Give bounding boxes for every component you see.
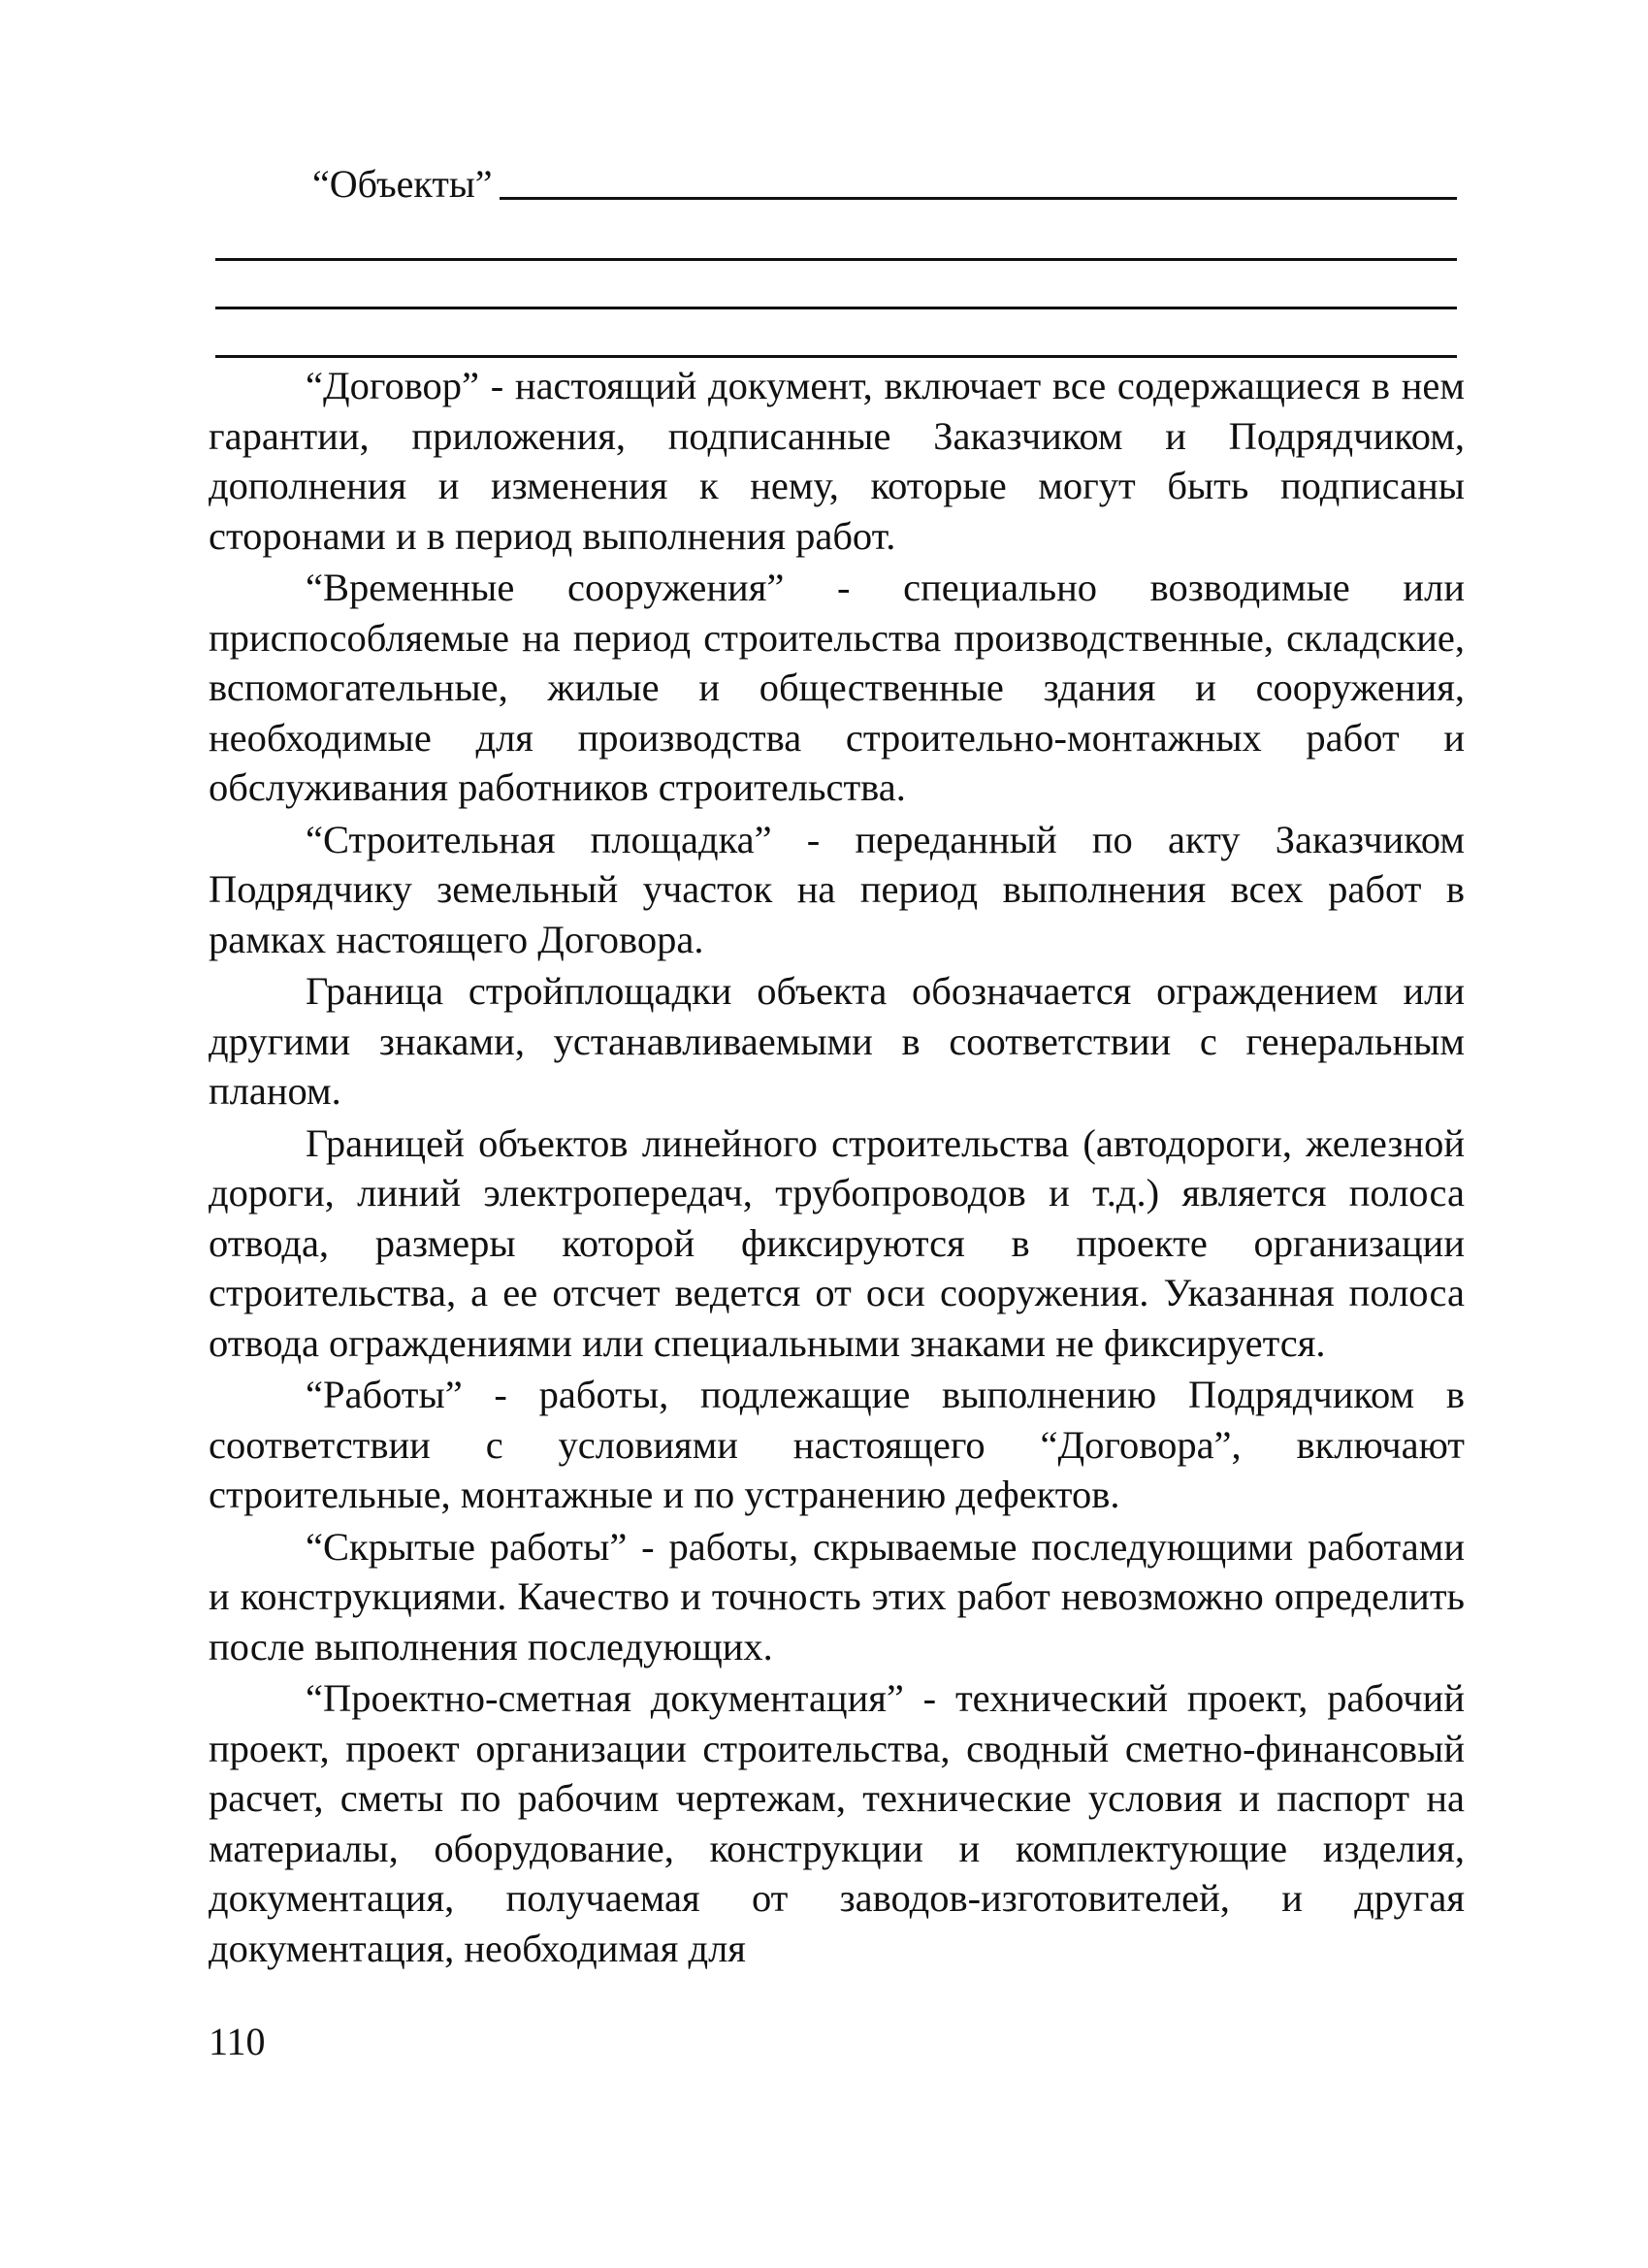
body-text [209, 361, 1465, 1975]
paragraph-temporary-structures: “Временные сооружения” - специально возводимые или приспособляемые на период строительства производственные, складские, вспомогательные, жилые и общественные здания и сооружения, необходимые для производства строительно-монтажных работ и обслуживания работников строительства. [209, 566, 1465, 809]
paragraph-linear-objects-boundary: Границей объектов линейного строительства (автодороги, железной дороги, линий электропередач, трубопроводов и т.д.) является полоса отвода, размеры которой фиксируются в проекте организации строительства, а ее отсчет ведется от оси сооружения. Указанная полоса отвода ограждениями или специальными знаками не фиксируется. [209, 1120, 1465, 1365]
objects-blank-underline [500, 197, 1457, 200]
paragraph-hidden-works: “Скрытые работы” - работы, скрываемые последующими работами и конструкциями. Качество и точность этих работ невозможно определить после выполнения последующих. [209, 1524, 1465, 1669]
blank-line-3 [215, 355, 1457, 358]
blank-line-1 [215, 258, 1457, 261]
paragraph-works: “Работы” - работы, подлежащие выполнению Подрядчиком в соответствии с условиями настоящего “Договора”, включают строительные, монтажные и по устранению дефектов. [209, 1373, 1465, 1516]
paragraph-contract: “Договор” - настоящий документ, включает все содержащиеся в нем гарантии, приложения, подписанные Заказчиком и Подрядчиком, дополнения и изменения к нему, которые могут быть подписаны сторонами и в период выполнения работ. [209, 364, 1465, 558]
paragraph-construction-site: “Строительная площадка” - переданный по акту Заказчиком Подрядчику земельный участок на период выполнения всех работ в рамках настоящего Договора. [209, 817, 1465, 961]
page-number: 110 [209, 2020, 266, 2063]
objects-definition-line [312, 157, 1457, 211]
paragraph-design-documentation: “Проектно-сметная документация” - технический проект, рабочий проект, проект организации строительства, сводный сметно-финансовый расчет, сметы по рабочим чертежам, технические условия и паспорт на материалы, оборудование, конструкции и комплектующие изделия, документация, получаемая от заводов-изготовителей, и другая документация, необходимая для [209, 1676, 1465, 1970]
objects-label: “Объекты” [312, 162, 493, 206]
paragraph-site-boundary: Граница стройплощадки объекта обозначается ограждением или другими знаками, устанавливаемыми в соответствии с генеральным планом. [209, 969, 1465, 1113]
blank-line-2 [215, 307, 1457, 309]
